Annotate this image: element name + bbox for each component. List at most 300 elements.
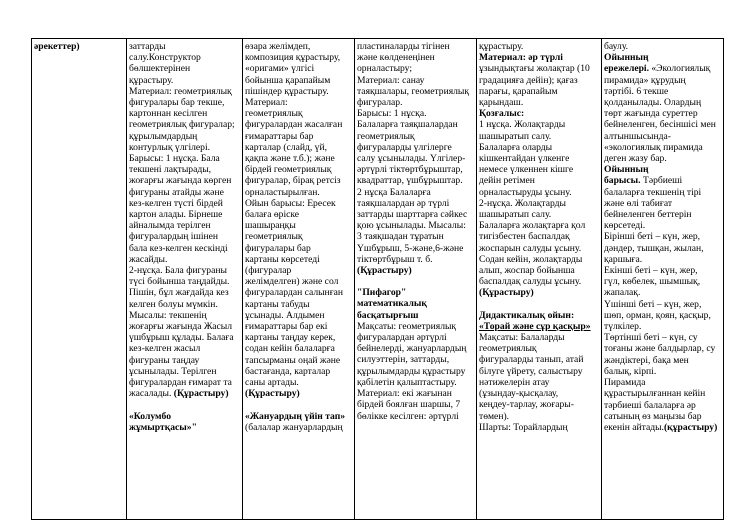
line-text: бөлшектерінен — [129, 63, 191, 75]
text-line — [245, 86, 352, 97]
text-line — [129, 175, 240, 186]
line-text: алтыншысында- — [604, 130, 671, 142]
text-line — [129, 310, 240, 321]
text-line — [357, 63, 474, 74]
blank-line — [245, 400, 352, 411]
text-line — [357, 254, 474, 265]
line-text: шашыратып салу. — [479, 209, 552, 221]
line-text: қою ұсынылады. Мысалы: — [357, 220, 466, 232]
text-line — [357, 399, 474, 410]
line-text: фигуралардан жасалған — [245, 119, 343, 131]
text-line — [479, 63, 599, 74]
text-line — [245, 220, 352, 231]
text-line — [479, 220, 599, 231]
line-text: фигураларды үлгілерге — [357, 141, 452, 153]
line-text: пластиналарды тігінен — [357, 41, 450, 52]
line-text: Мысалы: текшенің — [129, 309, 207, 321]
text-line — [604, 265, 721, 276]
activities-table — [31, 38, 724, 520]
text-line — [604, 343, 721, 354]
text-line — [357, 142, 474, 153]
line-text: тигізбестен баспалдақ — [479, 231, 570, 243]
line-text: фигуралары бар — [245, 242, 311, 254]
text-line — [479, 108, 599, 119]
text-line — [129, 119, 240, 130]
line-text: жоғарғы жағында Жасыл — [129, 321, 233, 333]
text-line — [357, 377, 474, 388]
text-line — [129, 198, 240, 209]
line-text: тапсырманы оңай және — [245, 354, 341, 366]
text-line — [479, 86, 599, 97]
line-text: қолданылады. Олардың — [604, 97, 702, 109]
line-text: фигуралардан салынған — [245, 287, 344, 299]
line-text: кеңдеу-тарлау, жоғары- — [479, 399, 574, 411]
text-line — [245, 343, 352, 354]
line-text: шашыраңқы — [245, 220, 296, 232]
line-text: «Жануардың үйін тап» — [245, 410, 346, 422]
line-text: нәтижелерін атау — [479, 376, 550, 388]
line-text: орналастыруды ұсыну. — [479, 186, 572, 198]
line-text: балаға өріске — [245, 209, 300, 221]
line-text: математикалық — [357, 298, 427, 310]
text-line — [129, 231, 240, 242]
text-line — [129, 220, 240, 231]
line-text: Материал: геометриялық — [129, 85, 232, 97]
text-line — [129, 332, 240, 343]
text-line — [245, 198, 352, 209]
line-text: салу.Конструктор — [129, 52, 201, 64]
text-line — [357, 298, 474, 309]
text-line — [245, 187, 352, 198]
text-line — [245, 422, 352, 433]
text-line — [604, 41, 721, 52]
line-text: баспалдақ салуды ұсыну. — [479, 276, 582, 288]
line-text: пішіндер құрастыру. — [245, 85, 329, 97]
text-line — [479, 388, 599, 399]
line-text: 2 нұсқа Балаларға — [357, 186, 431, 198]
line-text: "Пифагор" — [357, 287, 407, 299]
line-text: жасайды. — [129, 253, 168, 265]
text-line — [129, 299, 240, 310]
line-text: Пішін, бұл жағдайда кез — [129, 287, 229, 299]
line-text: фигуралар, бірақ ретсіз — [245, 175, 341, 187]
line-text: ұсынылады. Терілген — [129, 365, 217, 377]
text-line — [604, 164, 721, 175]
text-line — [479, 254, 599, 265]
line-text: тәртібі. 6 текше — [604, 85, 669, 97]
text-line — [479, 131, 599, 142]
text-line — [604, 131, 721, 142]
text-line — [245, 243, 352, 254]
line-text: фигуралардан ғимарат та — [129, 377, 232, 389]
line-text: Шарты: Торайлардың — [479, 421, 568, 433]
line-text: «оригами» үлгісі — [245, 63, 315, 75]
line-text: түлкілер. — [604, 321, 642, 333]
line-text: дейін ретімен — [479, 175, 535, 187]
text-line — [604, 411, 721, 422]
text-line — [604, 400, 721, 411]
line-text: Материал: әр түрлі — [479, 52, 563, 64]
line-text: орналастырылған. — [245, 186, 320, 198]
line-text: құрылымдарды құрастыру — [357, 365, 466, 377]
line-text: заттарды — [129, 41, 166, 52]
text-line — [479, 231, 599, 242]
line-text: геометриялық фигуралар; — [129, 119, 235, 131]
text-line — [245, 276, 352, 287]
line-text: жоғарғы жағында көрген — [129, 175, 232, 187]
activity-cell-2 — [243, 39, 355, 520]
line-text: саны артады. — [245, 377, 299, 389]
line-text: айналымда терілген — [129, 220, 211, 232]
line-text: ғимараттары бар екі — [245, 321, 328, 333]
text-line — [245, 164, 352, 175]
text-line — [357, 231, 474, 242]
line-text: төрт жағында суреттер — [604, 108, 698, 120]
text-line — [479, 287, 599, 298]
text-line — [129, 411, 240, 422]
line-text: геометриялық — [245, 108, 303, 120]
line-text: (фигуралар — [245, 265, 292, 277]
text-line — [245, 41, 352, 52]
line-text: таяқшалары, геометриялық — [357, 85, 470, 97]
line-text: «Торай және сұр қасқыр» — [479, 320, 591, 332]
line-text: бейнеленген, бесіншісі мен — [604, 119, 716, 131]
text-line — [245, 366, 352, 377]
text-line — [604, 209, 721, 220]
text-line — [129, 265, 240, 276]
line-text: Ойын барысы: Ересек — [245, 197, 336, 209]
text-line — [604, 310, 721, 321]
text-line — [129, 287, 240, 298]
line-text: орналастыру; — [357, 63, 413, 75]
text-line — [129, 187, 240, 198]
line-text: қабілетін қалыптастыру. — [357, 376, 457, 388]
text-line — [357, 209, 474, 220]
line-text: қарындаш. — [479, 97, 524, 109]
text-line — [604, 198, 721, 209]
text-line — [129, 52, 240, 63]
line-text: барысы. — [604, 175, 641, 187]
text-line — [479, 142, 599, 153]
line-bold-tail: (құрастыру) — [663, 421, 718, 433]
text-line — [604, 332, 721, 343]
line-text: жоспарын салуды ұсыну. — [479, 242, 582, 254]
line-text: Төртінші беті – күн, су — [604, 332, 698, 344]
line-text: картаны көрсетеді — [245, 253, 320, 265]
activity-cell-3 — [355, 39, 477, 520]
line-text: қаршыға. — [604, 253, 643, 265]
text-line — [604, 52, 721, 63]
line-text: (ұзындау-қысқалау, — [479, 388, 559, 400]
line-text: Барысы: 1 нұсқа. — [357, 108, 427, 120]
text-line — [604, 231, 721, 242]
text-line — [604, 220, 721, 231]
line-text: желімделген) және сол — [245, 276, 339, 288]
line-text: көрсетеді. — [604, 220, 646, 232]
text-line — [245, 142, 352, 153]
line-text: Материал: — [245, 97, 288, 109]
text-line — [479, 97, 599, 108]
line-text: Барысы: 1 нұсқа. Бала — [129, 153, 220, 165]
line-text: геометриялық — [357, 130, 415, 142]
line-text: картоннан кесілген — [129, 108, 208, 120]
text-line — [604, 153, 721, 164]
line-tail: «Экологиялық — [648, 63, 711, 75]
text-line — [357, 287, 474, 298]
text-line — [129, 355, 240, 366]
text-line — [479, 209, 599, 220]
line-text: бала кез-келген кескінді — [129, 242, 228, 254]
line-text: сатының өз маңызы бар — [604, 410, 702, 422]
line-text: және өлі табиғат — [604, 197, 673, 209]
line-text: бейнеленген беттерін — [604, 209, 692, 221]
line-text: Материал: екі жағынан — [357, 388, 452, 400]
line-text: әртүрлі тіктөртбұрыштар, — [357, 164, 463, 176]
text-line — [245, 153, 352, 164]
text-line — [129, 243, 240, 254]
line-text: қақпа және т.б.); және — [245, 153, 335, 165]
line-text: түсі бойынша таңдайды. — [129, 276, 230, 288]
text-line — [357, 354, 474, 365]
text-line — [604, 63, 721, 74]
text-line — [357, 198, 474, 209]
line-text: композиция құрастыру, — [245, 52, 341, 64]
line-text: Балаларға таяқшалардан — [357, 119, 458, 131]
text-line — [357, 153, 474, 164]
text-line — [129, 343, 240, 354]
line-text: бөлікке кесілген: әртүрлі — [357, 410, 459, 422]
line-text: геометриялық — [245, 231, 303, 243]
text-line — [479, 175, 599, 186]
text-line — [357, 119, 474, 130]
line-text: 3 таяқшадан тұратын — [357, 231, 444, 243]
line-text: бойынша қарапайым — [245, 74, 331, 86]
text-line — [245, 377, 352, 388]
text-line — [479, 276, 599, 287]
text-line — [604, 287, 721, 298]
line-text: төмен). — [479, 410, 510, 422]
text-line — [245, 411, 352, 422]
line-text: Балаларға жолақтарға қол — [479, 220, 586, 232]
text-line — [357, 75, 474, 86]
line-text: (Құрастыру) — [245, 388, 300, 400]
text-line — [245, 287, 352, 298]
text-line — [604, 377, 721, 388]
line-text: ғимараттары бар — [245, 130, 314, 142]
line-text: құрастыру. — [129, 74, 174, 86]
text-line — [129, 63, 240, 74]
text-line — [129, 377, 240, 388]
text-line — [129, 86, 240, 97]
text-line — [129, 254, 240, 265]
line-text: квадраттар, үшбұрыштар. — [357, 175, 463, 187]
text-line — [604, 75, 721, 86]
line-text: бейнелерді, жануарлардың — [357, 343, 467, 355]
text-line — [357, 321, 474, 332]
text-line — [479, 198, 599, 209]
line-text: Мақсаты: Балаларды — [479, 332, 565, 344]
line-text: таяқшалардан әр түрлі — [357, 197, 450, 209]
line-text: «Колумбо — [129, 410, 172, 422]
line-text: кішкентайдан үлкенге — [479, 153, 570, 165]
text-line — [129, 131, 240, 142]
activity-cell-5 — [602, 39, 724, 520]
text-line — [357, 310, 474, 321]
text-line — [479, 411, 599, 422]
text-line — [357, 41, 474, 52]
text-line — [479, 119, 599, 130]
line-text: фигураларды танып, атай — [479, 354, 584, 366]
text-line — [129, 366, 240, 377]
text-line — [357, 52, 474, 63]
text-line — [357, 220, 474, 231]
text-line — [604, 108, 721, 119]
line-text: заттарды шарттарға сәйкес — [357, 209, 468, 221]
line-text: фигураны таңдау — [129, 354, 200, 366]
line-text: фигуралардан әртүрлі — [357, 332, 447, 344]
text-line — [604, 388, 721, 399]
text-line — [245, 52, 352, 63]
text-line — [479, 377, 599, 388]
line-text: Үшбұрыш, 5-және,6-және — [357, 242, 464, 254]
line-text: тәрбиеші балаларға әр — [604, 399, 696, 411]
text-line — [479, 265, 599, 276]
line-text: ұсынады. Алдымен — [245, 309, 325, 321]
text-line — [129, 164, 240, 175]
text-line — [245, 119, 352, 130]
text-line — [245, 310, 352, 321]
line-text: градацияға дейін); қағаз — [479, 74, 578, 86]
text-line — [245, 209, 352, 220]
line-text: құрастырылғаннан кейін — [604, 388, 706, 400]
text-line — [604, 366, 721, 377]
text-line — [245, 175, 352, 186]
text-line — [357, 265, 474, 276]
line-text: Мақсаты: геометриялық — [357, 320, 457, 332]
text-line — [357, 332, 474, 343]
line-text: гүл, көбелек, шымшық, — [604, 276, 701, 288]
line-text: баулу. — [604, 41, 629, 52]
text-line — [129, 142, 240, 153]
line-text: 2-нұсқа. Бала фигураны — [129, 265, 227, 277]
text-line — [357, 164, 474, 175]
text-line — [604, 276, 721, 287]
text-line — [129, 422, 240, 433]
text-line — [604, 142, 721, 153]
text-line — [357, 187, 474, 198]
line-text: ережелері. — [604, 63, 649, 75]
line-text: Ойынның — [604, 52, 649, 64]
line-text: фигураны атайды және — [129, 186, 224, 198]
text-line — [604, 119, 721, 130]
line-text: фигуралардың ішінен — [129, 231, 219, 243]
line-text: силуэттерін, заттарды, — [357, 354, 450, 366]
text-line — [357, 175, 474, 186]
line-bold-tail: (Құрастыру) — [173, 388, 229, 400]
line-text: құрылымдардың — [129, 130, 198, 142]
text-line — [604, 299, 721, 310]
text-line — [604, 97, 721, 108]
text-line — [479, 354, 599, 365]
line-text: үшбұрыш құлады. Балаға — [129, 332, 234, 344]
line-text: кез-келген жасыл — [129, 343, 201, 355]
line-text: білуге үйрету, салыстыру — [479, 365, 583, 377]
line-text: (Құрастыру) — [479, 287, 534, 299]
text-line — [604, 321, 721, 332]
line-text: бірдей геометриялық — [245, 164, 332, 176]
text-line — [129, 97, 240, 108]
text-line — [604, 355, 721, 366]
text-line — [129, 41, 240, 52]
text-line — [479, 41, 599, 52]
line-text: Материал: санау — [357, 74, 425, 86]
line-text: фигуралар. — [357, 97, 403, 109]
line-text: Дидактикалық ойын: — [479, 309, 575, 321]
line-text: картон алады. Бірнеше — [129, 209, 223, 221]
text-line — [479, 399, 599, 410]
line-text: Бірінші беті – күн, жер, — [604, 231, 701, 243]
row-label-cell — [32, 39, 127, 520]
text-line — [129, 108, 240, 119]
text-line — [129, 153, 240, 164]
text-line — [479, 310, 599, 321]
line-tail: Тәрбиеші — [640, 175, 683, 187]
line-text: өзара желімдеп, — [245, 41, 311, 52]
text-line — [357, 411, 474, 422]
line-text: Балаларға оларды — [479, 141, 553, 153]
table-row — [32, 39, 724, 520]
line-text: жұмыртқасы»" — [129, 421, 197, 433]
line-text: картаны табуды — [245, 298, 310, 310]
text-line — [604, 254, 721, 265]
line-text: жасалады. — [129, 388, 174, 400]
text-line — [479, 343, 599, 354]
line-text: Қозғалыс: — [479, 108, 525, 120]
text-line — [245, 332, 352, 343]
blank-line — [129, 400, 240, 411]
text-line — [479, 243, 599, 254]
text-line — [357, 243, 474, 254]
line-text: кез-келген түсті бірдей — [129, 197, 223, 209]
text-line — [129, 321, 240, 332]
text-line — [479, 153, 599, 164]
line-text: (балалар жануарлардың — [245, 421, 343, 433]
text-line — [357, 131, 474, 142]
text-line — [245, 321, 352, 332]
text-line — [479, 52, 599, 63]
line-text: алып, жоспар бойынша — [479, 265, 575, 277]
line-text: Үшінші беті – күн, жер, — [604, 298, 702, 310]
text-line — [604, 422, 721, 433]
line-text: құрастыру. — [479, 41, 524, 52]
line-text: басқатырғыш — [357, 309, 419, 321]
line-text: балық, кірпі. — [604, 365, 657, 377]
line-text: жәндіктері, бақа мен — [604, 354, 689, 366]
text-line — [245, 63, 352, 74]
text-line — [479, 187, 599, 198]
line-text: фигуралары бар текше, — [129, 97, 225, 109]
text-line — [129, 276, 240, 287]
line-text: геометриялық — [479, 343, 537, 355]
text-line — [479, 332, 599, 343]
line-text: тоғаны және балдырлар, су — [604, 343, 716, 355]
line-text: Ойынның — [604, 164, 649, 176]
line-text: пирамида» құрудың — [604, 74, 686, 86]
activity-cell-1 — [127, 39, 243, 520]
line-text: картаны таңдау керек, — [245, 332, 336, 344]
line-text: Екінші беті – күн, жер, — [604, 265, 698, 277]
line-text: «экологиялық пирамида — [604, 141, 703, 153]
